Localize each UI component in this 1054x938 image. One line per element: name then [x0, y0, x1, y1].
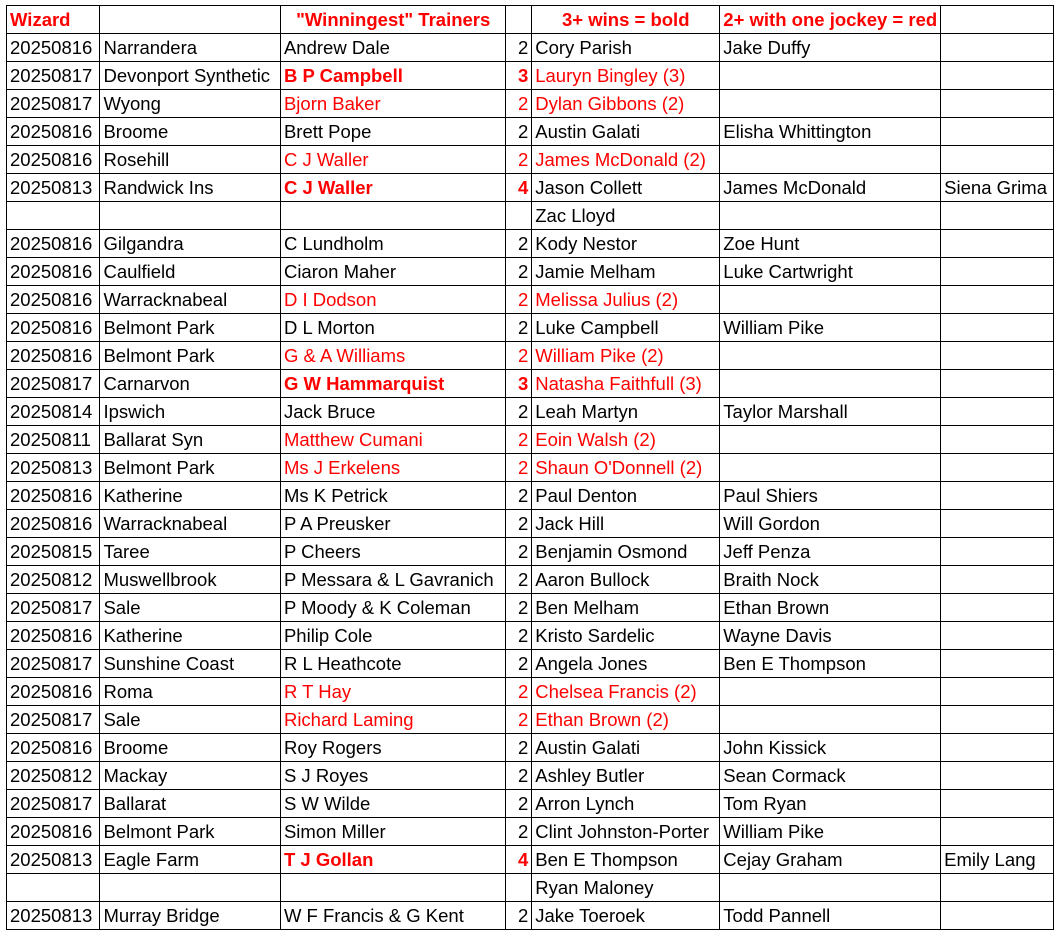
cell-jockey1[interactable]: Kody Nestor [532, 230, 720, 258]
cell-jockey3[interactable] [941, 790, 1054, 818]
cell-wins[interactable]: 2 [506, 594, 532, 622]
cell-jockey1[interactable]: Ethan Brown (2) [532, 706, 720, 734]
cell-wins[interactable]: 2 [506, 566, 532, 594]
cell-trainer[interactable]: S J Royes [280, 762, 506, 790]
cell-date[interactable]: 20250815 [7, 538, 100, 566]
cell-jockey1[interactable]: Ashley Butler [532, 762, 720, 790]
cell-trainer[interactable]: S W Wilde [280, 790, 506, 818]
cell-jockey2[interactable]: William Pike [720, 314, 941, 342]
cell-jockey3[interactable] [941, 510, 1054, 538]
cell-date[interactable]: 20250811 [7, 426, 100, 454]
header-cell-date[interactable]: Wizard [7, 6, 100, 34]
cell-date[interactable]: 20250817 [7, 650, 100, 678]
cell-venue[interactable]: Wyong [100, 90, 280, 118]
cell-trainer[interactable]: Andrew Dale [280, 34, 506, 62]
cell-date[interactable] [7, 874, 100, 902]
cell-jockey3[interactable] [941, 342, 1054, 370]
cell-wins[interactable]: 2 [506, 146, 532, 174]
cell-jockey1[interactable]: Arron Lynch [532, 790, 720, 818]
cell-jockey3[interactable] [941, 678, 1054, 706]
cell-date[interactable]: 20250816 [7, 286, 100, 314]
cell-trainer[interactable]: B P Campbell [280, 62, 506, 90]
cell-jockey1[interactable]: Jake Toeroek [532, 902, 720, 930]
cell-venue[interactable]: Broome [100, 734, 280, 762]
cell-trainer[interactable]: C Lundholm [280, 230, 506, 258]
header-cell-wins[interactable] [506, 6, 532, 34]
cell-date[interactable]: 20250816 [7, 482, 100, 510]
cell-trainer[interactable]: R T Hay [280, 678, 506, 706]
cell-trainer[interactable]: Matthew Cumani [280, 426, 506, 454]
cell-date[interactable] [7, 202, 100, 230]
cell-jockey3[interactable] [941, 202, 1054, 230]
cell-jockey3[interactable] [941, 902, 1054, 930]
cell-jockey1[interactable]: Austin Galati [532, 734, 720, 762]
cell-date[interactable]: 20250817 [7, 594, 100, 622]
cell-venue[interactable]: Carnarvon [100, 370, 280, 398]
cell-jockey3[interactable] [941, 566, 1054, 594]
cell-jockey2[interactable] [720, 202, 941, 230]
cell-venue[interactable]: Warracknabeal [100, 510, 280, 538]
cell-date[interactable]: 20250817 [7, 370, 100, 398]
cell-trainer[interactable]: Jack Bruce [280, 398, 506, 426]
cell-jockey2[interactable] [720, 874, 941, 902]
cell-trainer[interactable]: C J Waller [280, 146, 506, 174]
cell-jockey2[interactable] [720, 90, 941, 118]
cell-trainer[interactable]: Ms K Petrick [280, 482, 506, 510]
cell-jockey1[interactable]: Shaun O'Donnell (2) [532, 454, 720, 482]
cell-jockey1[interactable]: Natasha Faithfull (3) [532, 370, 720, 398]
cell-jockey1[interactable]: Angela Jones [532, 650, 720, 678]
table-row [7, 510, 1054, 538]
cell-date[interactable]: 20250816 [7, 622, 100, 650]
cell-trainer[interactable]: C J Waller [280, 174, 506, 202]
cell-jockey1[interactable]: Luke Campbell [532, 314, 720, 342]
cell-venue[interactable]: Gilgandra [100, 230, 280, 258]
table-row [7, 874, 1054, 902]
cell-jockey2[interactable] [720, 62, 941, 90]
table-row [7, 286, 1054, 314]
cell-date[interactable]: 20250816 [7, 818, 100, 846]
cell-date[interactable]: 20250813 [7, 902, 100, 930]
table-row [7, 734, 1054, 762]
cell-jockey2[interactable]: Sean Cormack [720, 762, 941, 790]
cell-jockey2[interactable]: Cejay Graham [720, 846, 941, 874]
cell-jockey2[interactable]: John Kissick [720, 734, 941, 762]
cell-venue[interactable] [100, 874, 280, 902]
table-row [7, 818, 1054, 846]
cell-venue[interactable]: Devonport Synthetic [100, 62, 280, 90]
cell-date[interactable]: 20250816 [7, 34, 100, 62]
cell-jockey2[interactable] [720, 454, 941, 482]
cell-jockey2[interactable]: Todd Pannell [720, 902, 941, 930]
cell-trainer[interactable] [280, 874, 506, 902]
cell-jockey1[interactable]: Jason Collett [532, 174, 720, 202]
cell-wins[interactable]: 2 [506, 482, 532, 510]
cell-jockey1[interactable]: Kristo Sardelic [532, 622, 720, 650]
table-row [7, 902, 1054, 930]
cell-jockey3[interactable] [941, 314, 1054, 342]
cell-jockey3[interactable] [941, 118, 1054, 146]
cell-jockey1[interactable]: Paul Denton [532, 482, 720, 510]
cell-jockey2[interactable] [720, 286, 941, 314]
cell-trainer[interactable]: D I Dodson [280, 286, 506, 314]
cell-venue[interactable]: Broome [100, 118, 280, 146]
table-row [7, 538, 1054, 566]
cell-jockey2[interactable]: William Pike [720, 818, 941, 846]
cell-jockey1[interactable]: Eoin Walsh (2) [532, 426, 720, 454]
cell-jockey3[interactable] [941, 258, 1054, 286]
table-row [7, 650, 1054, 678]
cell-jockey1[interactable]: James McDonald (2) [532, 146, 720, 174]
cell-trainer[interactable]: G W Hammarquist [280, 370, 506, 398]
cell-venue[interactable]: Belmont Park [100, 818, 280, 846]
table-row [7, 202, 1054, 230]
cell-date[interactable]: 20250816 [7, 734, 100, 762]
cell-date[interactable]: 20250816 [7, 510, 100, 538]
cell-venue[interactable]: Warracknabeal [100, 286, 280, 314]
cell-wins[interactable]: 2 [506, 398, 532, 426]
cell-wins[interactable] [506, 202, 532, 230]
cell-date[interactable]: 20250817 [7, 790, 100, 818]
cell-date[interactable]: 20250816 [7, 118, 100, 146]
cell-wins[interactable]: 3 [506, 370, 532, 398]
cell-wins[interactable]: 2 [506, 678, 532, 706]
cell-jockey1[interactable]: Leah Martyn [532, 398, 720, 426]
cell-trainer[interactable]: P Moody & K Coleman [280, 594, 506, 622]
cell-jockey2[interactable]: Elisha Whittington [720, 118, 941, 146]
cell-jockey1[interactable]: Zac Lloyd [532, 202, 720, 230]
cell-jockey3[interactable] [941, 286, 1054, 314]
cell-wins[interactable]: 2 [506, 90, 532, 118]
cell-jockey1[interactable]: Ben E Thompson [532, 846, 720, 874]
cell-wins[interactable]: 2 [506, 706, 532, 734]
table-row [7, 566, 1054, 594]
cell-venue[interactable]: Belmont Park [100, 342, 280, 370]
cell-wins[interactable]: 2 [506, 426, 532, 454]
cell-jockey2[interactable]: Braith Nock [720, 566, 941, 594]
cell-venue[interactable]: Taree [100, 538, 280, 566]
cell-venue[interactable]: Roma [100, 678, 280, 706]
cell-jockey2[interactable]: Paul Shiers [720, 482, 941, 510]
cell-trainer[interactable]: P Cheers [280, 538, 506, 566]
cell-jockey3[interactable] [941, 706, 1054, 734]
cell-jockey2[interactable] [720, 678, 941, 706]
table-row [7, 846, 1054, 874]
cell-date[interactable]: 20250812 [7, 566, 100, 594]
cell-jockey2[interactable]: Taylor Marshall [720, 398, 941, 426]
cell-venue[interactable]: Sale [100, 594, 280, 622]
table-row [7, 174, 1054, 202]
trainers-spreadsheet [6, 5, 1054, 930]
cell-jockey3[interactable] [941, 230, 1054, 258]
cell-wins[interactable]: 2 [506, 286, 532, 314]
cell-jockey2[interactable]: Ethan Brown [720, 594, 941, 622]
header-row [7, 6, 1054, 34]
cell-wins[interactable]: 2 [506, 454, 532, 482]
table-row [7, 454, 1054, 482]
cell-jockey3[interactable] [941, 454, 1054, 482]
cell-jockey1[interactable]: Dylan Gibbons (2) [532, 90, 720, 118]
cell-date[interactable]: 20250816 [7, 146, 100, 174]
cell-jockey3[interactable] [941, 818, 1054, 846]
cell-venue[interactable]: Mackay [100, 762, 280, 790]
cell-date[interactable]: 20250817 [7, 706, 100, 734]
cell-jockey3[interactable] [941, 734, 1054, 762]
cell-jockey3[interactable] [941, 398, 1054, 426]
cell-wins[interactable]: 2 [506, 790, 532, 818]
cell-jockey1[interactable]: William Pike (2) [532, 342, 720, 370]
cell-date[interactable]: 20250816 [7, 314, 100, 342]
cell-jockey2[interactable]: Zoe Hunt [720, 230, 941, 258]
cell-jockey1[interactable]: Chelsea Francis (2) [532, 678, 720, 706]
cell-trainer[interactable]: P Messara & L Gavranich [280, 566, 506, 594]
header-cell-jockey2[interactable]: 2+ with one jockey = red [720, 6, 941, 34]
table-row [7, 482, 1054, 510]
cell-date[interactable]: 20250813 [7, 174, 100, 202]
table-row [7, 370, 1054, 398]
cell-jockey2[interactable]: Jake Duffy [720, 34, 941, 62]
cell-wins[interactable]: 2 [506, 622, 532, 650]
cell-date[interactable]: 20250816 [7, 258, 100, 286]
cell-trainer[interactable]: G & A Williams [280, 342, 506, 370]
cell-jockey2[interactable]: Jeff Penza [720, 538, 941, 566]
table-row [7, 342, 1054, 370]
table-row [7, 678, 1054, 706]
cell-jockey3[interactable]: Emily Lang [941, 846, 1054, 874]
cell-wins[interactable]: 3 [506, 62, 532, 90]
table-row [7, 762, 1054, 790]
cell-jockey2[interactable] [720, 342, 941, 370]
cell-jockey3[interactable] [941, 34, 1054, 62]
cell-jockey3[interactable] [941, 426, 1054, 454]
cell-date[interactable]: 20250816 [7, 342, 100, 370]
cell-jockey2[interactable]: James McDonald [720, 174, 941, 202]
cell-date[interactable]: 20250816 [7, 230, 100, 258]
cell-trainer[interactable]: Brett Pope [280, 118, 506, 146]
table-row [7, 790, 1054, 818]
cell-wins[interactable]: 2 [506, 650, 532, 678]
cell-wins[interactable]: 2 [506, 510, 532, 538]
cell-jockey3[interactable] [941, 90, 1054, 118]
cell-jockey1[interactable]: Clint Johnston-Porter [532, 818, 720, 846]
cell-wins[interactable]: 2 [506, 734, 532, 762]
header-cell-jockey1[interactable]: 3+ wins = bold [532, 6, 720, 34]
cell-jockey2[interactable] [720, 706, 941, 734]
cell-jockey1[interactable]: Cory Parish [532, 34, 720, 62]
cell-wins[interactable]: 2 [506, 314, 532, 342]
cell-jockey1[interactable]: Austin Galati [532, 118, 720, 146]
cell-trainer[interactable]: Ms J Erkelens [280, 454, 506, 482]
cell-venue[interactable]: Murray Bridge [100, 902, 280, 930]
cell-venue[interactable]: Belmont Park [100, 454, 280, 482]
cell-jockey1[interactable]: Lauryn Bingley (3) [532, 62, 720, 90]
header-cell-jockey3[interactable] [941, 6, 1054, 34]
table-row [7, 398, 1054, 426]
cell-wins[interactable]: 2 [506, 118, 532, 146]
cell-jockey1[interactable]: Ben Melham [532, 594, 720, 622]
cell-jockey1[interactable]: Aaron Bullock [532, 566, 720, 594]
cell-venue[interactable]: Caulfield [100, 258, 280, 286]
cell-wins[interactable]: 2 [506, 342, 532, 370]
cell-wins[interactable]: 2 [506, 258, 532, 286]
cell-date[interactable]: 20250813 [7, 846, 100, 874]
table-row [7, 426, 1054, 454]
cell-venue[interactable]: Eagle Farm [100, 846, 280, 874]
cell-trainer[interactable]: T J Gollan [280, 846, 506, 874]
cell-trainer[interactable]: D L Morton [280, 314, 506, 342]
cell-jockey2[interactable]: Wayne Davis [720, 622, 941, 650]
cell-jockey2[interactable] [720, 370, 941, 398]
table-row [7, 314, 1054, 342]
cell-date[interactable]: 20250812 [7, 762, 100, 790]
cell-trainer[interactable]: Roy Rogers [280, 734, 506, 762]
cell-jockey3[interactable]: Siena Grima [941, 174, 1054, 202]
cell-trainer[interactable]: Richard Laming [280, 706, 506, 734]
cell-jockey3[interactable] [941, 622, 1054, 650]
cell-date[interactable]: 20250817 [7, 62, 100, 90]
cell-jockey3[interactable] [941, 482, 1054, 510]
table-row [7, 90, 1054, 118]
cell-trainer[interactable]: W F Francis & G Kent [280, 902, 506, 930]
cell-venue[interactable]: Katherine [100, 622, 280, 650]
cell-jockey2[interactable] [720, 426, 941, 454]
cell-jockey3[interactable] [941, 650, 1054, 678]
cell-wins[interactable]: 2 [506, 762, 532, 790]
cell-jockey3[interactable] [941, 146, 1054, 174]
sheet-body [7, 6, 1054, 930]
cell-trainer[interactable]: Simon Miller [280, 818, 506, 846]
cell-jockey3[interactable] [941, 538, 1054, 566]
cell-trainer[interactable]: Bjorn Baker [280, 90, 506, 118]
cell-venue[interactable]: Narrandera [100, 34, 280, 62]
cell-wins[interactable]: 2 [506, 902, 532, 930]
cell-jockey2[interactable]: Will Gordon [720, 510, 941, 538]
cell-venue[interactable]: Ipswich [100, 398, 280, 426]
cell-venue[interactable]: Ballarat Syn [100, 426, 280, 454]
cell-jockey1[interactable]: Melissa Julius (2) [532, 286, 720, 314]
cell-trainer[interactable]: P A Preusker [280, 510, 506, 538]
cell-venue[interactable]: Belmont Park [100, 314, 280, 342]
cell-wins[interactable]: 4 [506, 846, 532, 874]
cell-jockey2[interactable]: Ben E Thompson [720, 650, 941, 678]
cell-wins[interactable] [506, 874, 532, 902]
cell-jockey3[interactable] [941, 594, 1054, 622]
cell-venue[interactable]: Sale [100, 706, 280, 734]
cell-venue[interactable]: Ballarat [100, 790, 280, 818]
table-row [7, 62, 1054, 90]
table-row [7, 258, 1054, 286]
table-row [7, 622, 1054, 650]
table-row [7, 146, 1054, 174]
cell-venue[interactable]: Randwick Ins [100, 174, 280, 202]
cell-trainer[interactable]: R L Heathcote [280, 650, 506, 678]
cell-trainer[interactable]: Philip Cole [280, 622, 506, 650]
cell-jockey1[interactable]: Jack Hill [532, 510, 720, 538]
cell-wins[interactable]: 2 [506, 538, 532, 566]
cell-jockey3[interactable] [941, 874, 1054, 902]
cell-jockey1[interactable]: Ryan Maloney [532, 874, 720, 902]
cell-wins[interactable]: 2 [506, 818, 532, 846]
cell-wins[interactable]: 4 [506, 174, 532, 202]
cell-jockey2[interactable]: Luke Cartwright [720, 258, 941, 286]
cell-jockey2[interactable] [720, 146, 941, 174]
cell-jockey3[interactable] [941, 62, 1054, 90]
cell-wins[interactable]: 2 [506, 230, 532, 258]
cell-date[interactable]: 20250814 [7, 398, 100, 426]
header-cell-venue[interactable] [100, 6, 280, 34]
header-cell-trainer[interactable]: "Winningest" Trainers [280, 6, 506, 34]
table-row [7, 230, 1054, 258]
cell-venue[interactable]: Rosehill [100, 146, 280, 174]
table-row [7, 594, 1054, 622]
table-row [7, 34, 1054, 62]
cell-venue[interactable]: Muswellbrook [100, 566, 280, 594]
cell-venue[interactable] [100, 202, 280, 230]
cell-venue[interactable]: Katherine [100, 482, 280, 510]
cell-jockey1[interactable]: Benjamin Osmond [532, 538, 720, 566]
cell-trainer[interactable] [280, 202, 506, 230]
cell-trainer[interactable]: Ciaron Maher [280, 258, 506, 286]
cell-jockey3[interactable] [941, 762, 1054, 790]
cell-jockey1[interactable]: Jamie Melham [532, 258, 720, 286]
cell-date[interactable]: 20250817 [7, 90, 100, 118]
cell-wins[interactable]: 2 [506, 34, 532, 62]
cell-date[interactable]: 20250813 [7, 454, 100, 482]
cell-jockey2[interactable]: Tom Ryan [720, 790, 941, 818]
table-row [7, 118, 1054, 146]
cell-date[interactable]: 20250816 [7, 678, 100, 706]
cell-venue[interactable]: Sunshine Coast [100, 650, 280, 678]
table-row [7, 706, 1054, 734]
cell-jockey3[interactable] [941, 370, 1054, 398]
